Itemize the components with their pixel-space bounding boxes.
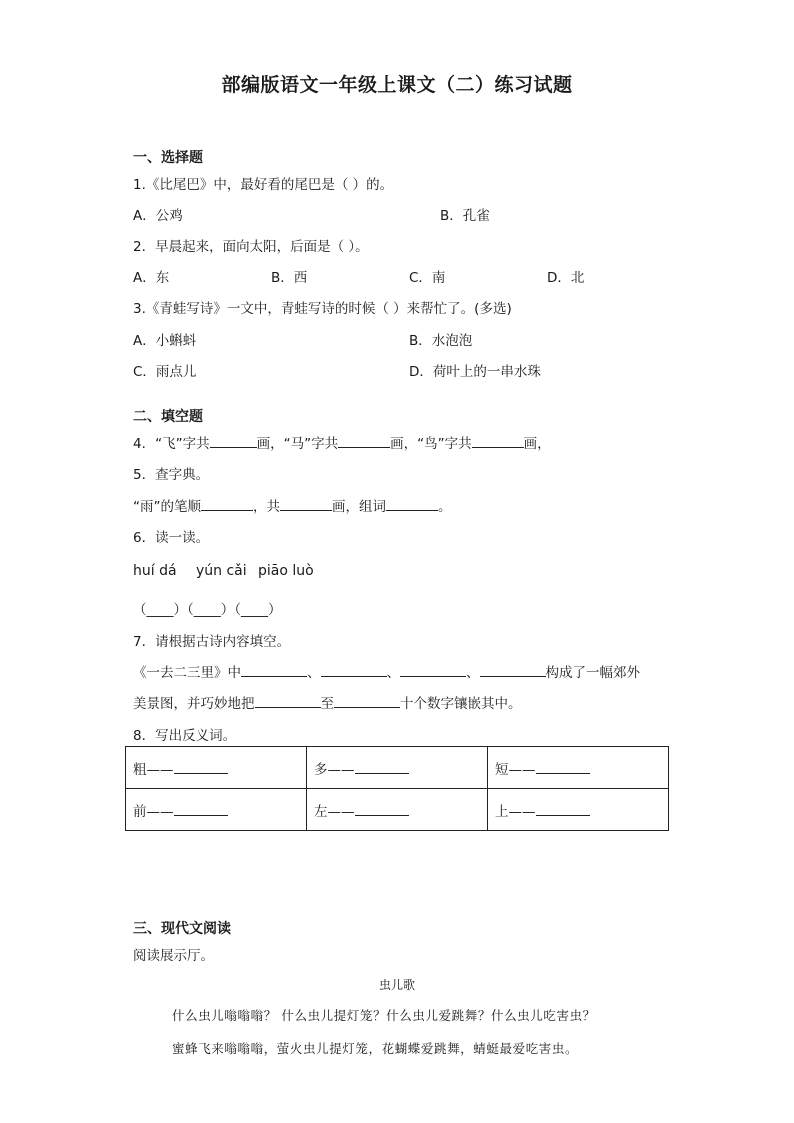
q4-text-2: 画，“马”字共 — [256, 436, 339, 452]
question-7-line-2 — [133, 692, 522, 712]
antonym-prompt: 左—— — [314, 803, 355, 820]
antonym-prompt: 多—— — [314, 761, 355, 778]
answer-blank[interactable] — [355, 760, 409, 774]
antonym-prompt: 粗—— — [133, 761, 174, 778]
section-heading-choice: 一、选择题 — [133, 150, 203, 166]
question-4 — [133, 432, 551, 452]
q4-text-3: 画，“鸟”字共 — [390, 436, 472, 452]
answer-blank[interactable] — [334, 694, 400, 708]
question-7-line-1 — [133, 661, 640, 681]
table-cell[interactable] — [307, 789, 488, 831]
q3-option-b: B．水泡泡 — [409, 333, 473, 349]
reading-intro: 阅读展示厅。 — [133, 948, 214, 964]
answer-blank[interactable] — [174, 802, 228, 816]
table-row — [126, 747, 669, 789]
q5-text-1: “雨”的笔顺 — [133, 499, 201, 515]
table-cell[interactable] — [126, 789, 307, 831]
q7-text-5: 十个数字镶嵌其中。 — [400, 696, 522, 712]
q7-text-2: 构成了一幅郊外 — [545, 665, 640, 681]
answer-blank[interactable] — [386, 497, 438, 511]
q3-option-c: C．雨点儿 — [133, 364, 197, 380]
q7-text-1: 《一去二三里》中 — [133, 665, 241, 681]
answer-blank[interactable] — [280, 497, 332, 511]
q4-text-1: 4．“飞”字共 — [133, 436, 210, 452]
table-cell[interactable] — [126, 747, 307, 789]
poem-line-2: 蜜蜂飞来嗡嗡嗡，萤火虫儿提灯笼，花蝴蝶爱跳舞，蜻蜓最爱吃害虫。 — [172, 1041, 579, 1056]
answer-blank[interactable] — [241, 663, 307, 677]
question-8: 8．写出反义词。 — [133, 728, 237, 744]
q7-separator: 、 — [307, 665, 321, 681]
answer-blank[interactable] — [201, 497, 253, 511]
q7-text-3: 美景图，并巧妙地把 — [133, 696, 255, 712]
answer-blank[interactable] — [400, 663, 466, 677]
q5-text-2: ，共 — [253, 499, 280, 515]
q7-text-4: 至 — [320, 696, 334, 712]
pinyin-1: huí dá — [133, 563, 177, 579]
page-title: 部编版语文一年级上课文（二）练习试题 — [221, 74, 573, 96]
q4-text-4: 画， — [523, 436, 551, 452]
answer-blank[interactable] — [536, 760, 590, 774]
question-2: 2．早晨起来，面向太阳，后面是（ ）。 — [133, 239, 369, 255]
antonym-prompt: 上—— — [495, 803, 536, 820]
question-5-body — [133, 495, 452, 515]
poem-title: 虫儿歌 — [378, 978, 415, 992]
table-cell[interactable] — [307, 747, 488, 789]
question-6: 6．读一读。 — [133, 530, 210, 546]
pinyin-3: piāo luò — [258, 563, 314, 579]
q7-separator: 、 — [386, 665, 400, 681]
q5-text-4: 。 — [438, 499, 452, 515]
q2-option-d: D．北 — [547, 270, 585, 286]
q5-text-3: 画，组词 — [332, 499, 386, 515]
table-cell[interactable] — [488, 789, 669, 831]
section-heading-reading: 三、现代文阅读 — [133, 921, 231, 937]
section-heading-fill: 二、填空题 — [133, 409, 203, 425]
pinyin-2: yún cǎi — [196, 563, 247, 579]
q2-option-b: B．西 — [271, 270, 308, 286]
q7-separator: 、 — [466, 665, 480, 681]
answer-blank[interactable] — [210, 434, 257, 448]
question-1: 1.《比尾巴》中，最好看的尾巴是（ ）的。 — [133, 177, 394, 193]
question-5: 5．查字典。 — [133, 467, 210, 483]
answer-blank[interactable] — [338, 434, 390, 448]
antonym-table — [125, 746, 669, 831]
q3-option-d: D．荷叶上的一串水珠 — [409, 364, 541, 380]
antonym-prompt: 前—— — [133, 803, 174, 820]
antonym-prompt: 短—— — [495, 761, 536, 778]
answer-blank[interactable] — [321, 663, 387, 677]
question-7: 7．请根据古诗内容填空。 — [133, 634, 291, 650]
q2-option-c: C．南 — [409, 270, 446, 286]
question-3: 3.《青蛙写诗》一文中，青蛙写诗的时候（ ）来帮忙了。(多选) — [133, 301, 512, 317]
pinyin-answer-blanks[interactable]: （____）（____）（____） — [133, 602, 282, 618]
table-row — [126, 789, 669, 831]
q3-option-a: A．小蝌蚪 — [133, 333, 197, 349]
answer-blank[interactable] — [174, 760, 228, 774]
q2-option-a: A．东 — [133, 270, 170, 286]
answer-blank[interactable] — [355, 802, 409, 816]
answer-blank[interactable] — [536, 802, 590, 816]
q1-option-b: B．孔雀 — [440, 208, 490, 224]
answer-blank[interactable] — [255, 694, 321, 708]
q1-option-a: A．公鸡 — [133, 208, 183, 224]
answer-blank[interactable] — [480, 663, 546, 677]
answer-blank[interactable] — [472, 434, 524, 448]
table-cell[interactable] — [488, 747, 669, 789]
poem-line-1: 什么虫儿嗡嗡嗡？ 什么虫儿提灯笼？什么虫儿爱跳舞？什么虫儿吃害虫？ — [172, 1008, 596, 1023]
